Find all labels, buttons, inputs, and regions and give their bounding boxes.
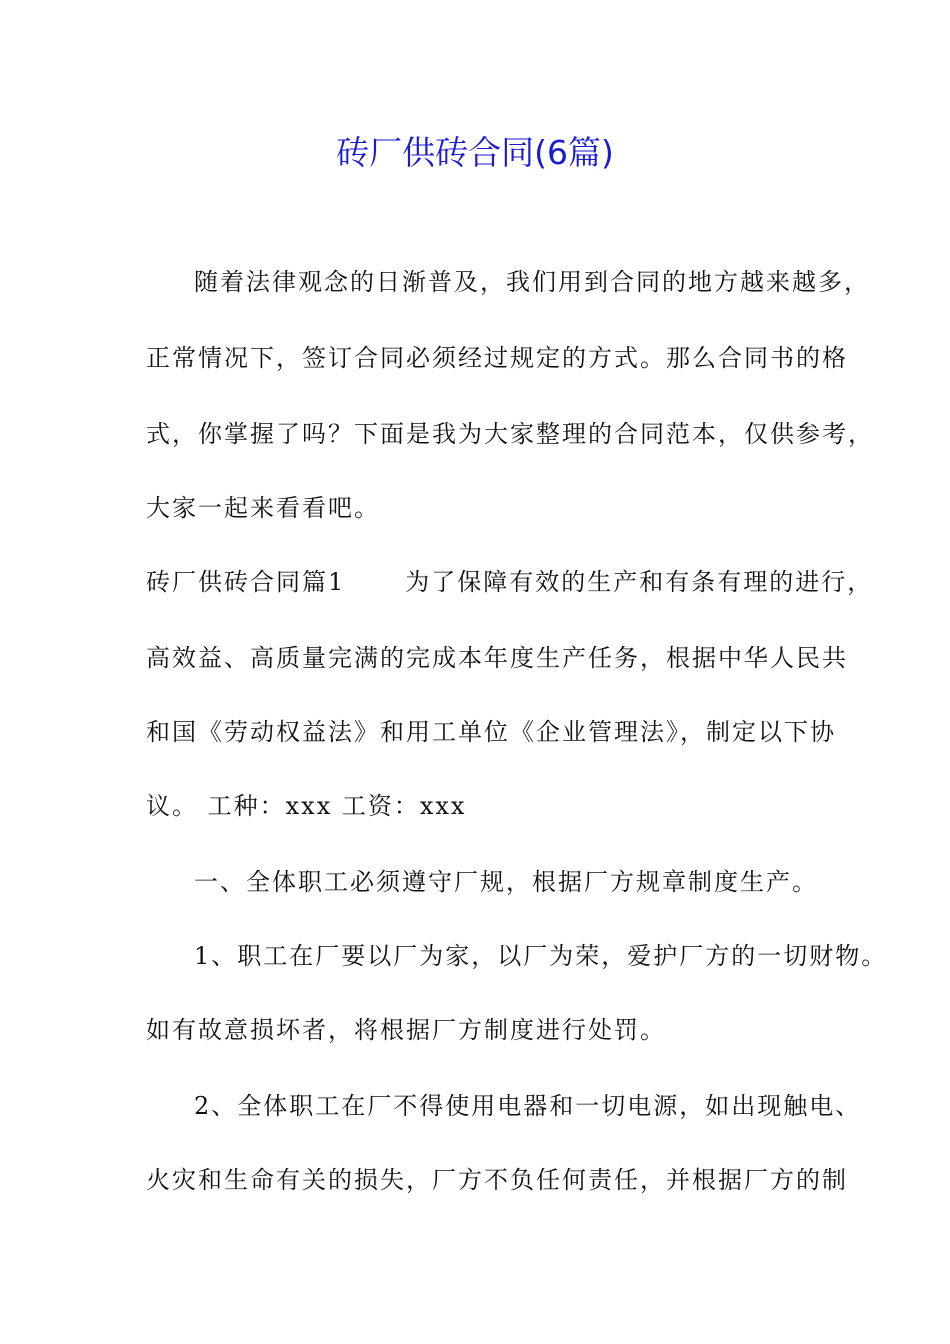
paragraph-line: 高效益、高质量完满的完成本年度生产任务，根据中华人民共 <box>146 644 848 672</box>
paragraph-line: 1、职工在厂要以厂为家，以厂为荣，爱护厂方的一切财物。 <box>194 942 888 970</box>
paragraph-line: 火灾和生命有关的损失，厂方不负任何责任，并根据厂方的制 <box>146 1166 848 1194</box>
paragraph-line: 一、全体职工必须遵守厂规，根据厂方规章制度生产。 <box>194 868 818 896</box>
paragraph-line: 随着法律观念的日渐普及，我们用到合同的地方越来越多， <box>194 268 870 296</box>
paragraph-line: 式，你掌握了吗？下面是我为大家整理的合同范本，仅供参考， <box>146 420 874 448</box>
paragraph-line <box>146 562 874 602</box>
paragraph-line: 议。 工种：xxx 工资：xxx <box>146 792 467 820</box>
document-title: 砖厂供砖合同(6篇) <box>336 133 614 172</box>
paragraph-text: 为了保障有效的生产和有条有理的进行， <box>405 568 874 596</box>
paragraph-line: 大家一起来看看吧。 <box>146 494 380 522</box>
paragraph-line: 2、全体职工在厂不得使用电器和一切电源，如出现触电、 <box>194 1092 862 1120</box>
section-heading: 砖厂供砖合同篇1 <box>146 568 346 596</box>
paragraph-line: 正常情况下，签订合同必须经过规定的方式。那么合同书的格 <box>146 344 848 372</box>
paragraph-line: 如有故意损坏者，将根据厂方制度进行处罚。 <box>146 1016 666 1044</box>
paragraph-line: 和国《劳动权益法》和用工单位《企业管理法》，制定以下协 <box>146 718 836 746</box>
